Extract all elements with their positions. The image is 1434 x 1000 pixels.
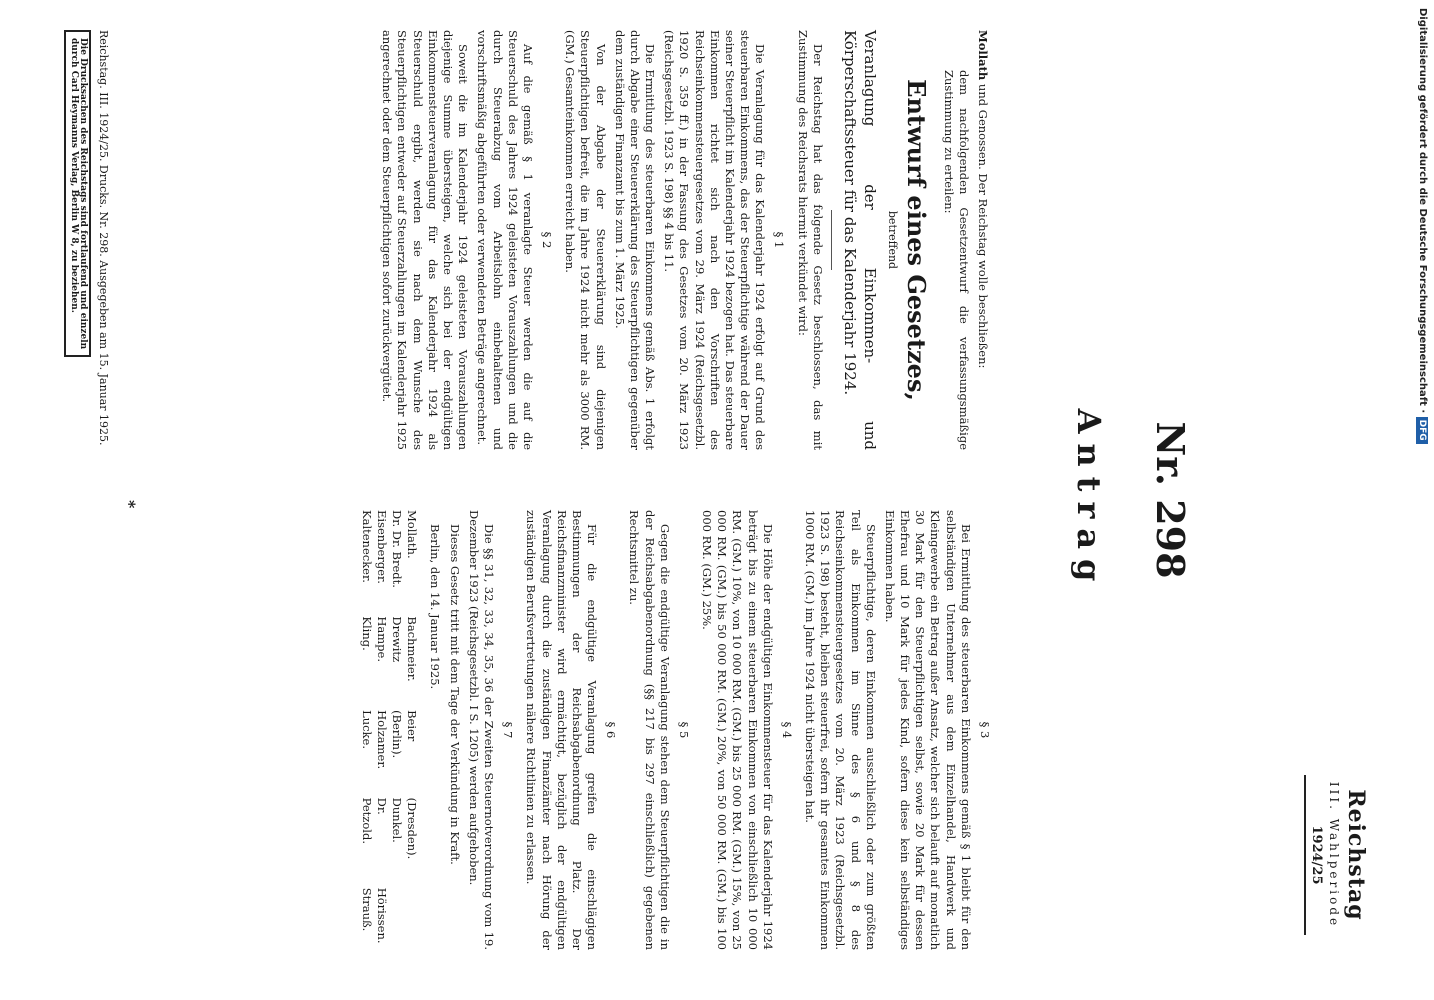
signatories-list (359, 510, 420, 950)
brace-rule (1296, 775, 1306, 935)
dfg-logo: DFG (1416, 417, 1428, 444)
section-1-para-1: Die Veranlagung für das Kalenderjahr 1924 erfolgt auf Grund des steuerbaren Einkommens, das der Steuerpflichtige während der Dauer seiner Steuerpflicht im Kalenderjahr 1924 bezogen hat. Das steuerbare Einkommen richtet sich nach den Vorschriften des Reichseinkommensteuergesetzes vom 29. März 1924 (Reichsgesetzbl. 1920 S. 359 ff.) in der Fassung des Gesetzes vom 20. März 1923 (Reichsgesetzbl. 1923 S. 198) §§ 4 bis 11. (662, 30, 768, 450)
footer-line: Reichstag. III. 1924/25. Drucks. Nr. 298. Ausgegeben am 15. Januar 1925. (97, 30, 110, 446)
intro-paragraph (975, 30, 990, 450)
section-2-title: § 2 (540, 231, 555, 249)
dfg-attribution (1416, 8, 1428, 448)
signatory-name: Eisenberger. (374, 510, 389, 584)
section-7-para-2: Dieses Gesetz tritt mit dem Tage der Verkündung in Kraft. (447, 524, 462, 865)
section-5-title: § 5 (676, 721, 691, 739)
footer-notice-line-2: durch Carl Heymanns Verlag, Berlin W 8, zu beziehen. (68, 38, 79, 313)
asterisk-mark: * (120, 500, 139, 509)
signatory-name: Dr. Dr. Bredt. (390, 510, 405, 588)
signatory-name: Strauß. (359, 887, 374, 932)
divider (831, 210, 832, 270)
signatory-name: (Berlin). (390, 710, 405, 759)
section-7-title: § 7 (501, 721, 516, 739)
signatory-name: Kaltenecker. (359, 510, 374, 583)
signatory-name (404, 888, 419, 950)
attribution-text: Digitalisierung gefördert durch die Deutsche Forschungsgemeinschaft · (1417, 8, 1428, 414)
document-number: Nr. 298 (1148, 421, 1193, 579)
section-3-para-1: Bei Ermittlung des steuerbaren Einkommens gemäß § 1 bleibt für den selbständigen Unternehmer aus dem Einzelhandel, Handwerk und Kleingewerbe ein Betrag außer Ansatz, welcher sich belauft auf monatlich 30 Mark für den Steuerpflichtigen selbst, sowie 20 Mark für dessen Ehefrau und 10 Mark für jedes Kind, sofern diese kein selbständiges Einkommen haben. (882, 510, 973, 950)
section-1-title: § 1 (772, 231, 787, 249)
signatory-name: Bachmeier. (405, 616, 420, 682)
intro-consent: dem nachfolgenden Gesetzentwurf die verfassungsmäßige Zustimmung zu erteilen: (941, 70, 971, 450)
signatory-name: Beier (405, 710, 420, 742)
signatory-name: Dunkel. (390, 797, 405, 843)
document-title: Antrag (1070, 408, 1108, 592)
document-page (40, 20, 1380, 980)
signatory-name: Lucke. (359, 710, 374, 749)
section-4-title: § 4 (779, 721, 794, 739)
betreffend-label: betreffend (885, 210, 899, 270)
section-1-para-2: Die Ermittlung des steuerbaren Einkommens gemäß Abs. 1 erfolgt durch Abgabe einer Steuererklärung des Steuerpflichtigen gegenüber dem zuständigen Finanzamt bis zum 1. März 1925. (612, 30, 658, 450)
section-2-para-1: Auf die gemäß § 1 veranlagte Steuer werden die auf die Steuerschuld des Jahres 1924 geleisteten Vorauszahlungen und die durch Steuerabzug vom Arbeitslohn einbehaltenen und vorschriftsmäßig abgeführten oder verwendeten Beträge angerechnet. (475, 30, 535, 450)
wahlperiode: III. Wahlperiode (1326, 781, 1341, 929)
intro-text: und Genossen. Der Reichstag wolle beschließen: (976, 83, 990, 369)
signatory-name (389, 888, 404, 950)
footer-notice-line-1: Die Drucksachen des Reichstags sind fortlaufend und einzeln (78, 38, 89, 350)
section-3-para-2: Steuerpflichtige, deren Einkommen ausschließlich oder zum größten Teil als Einkommen im Sinne des § 6 und § 8 des Reichseinkommensteuergesetzes vom 20. März 1923 (Reichsgesetzbl. 1923 S. 198) besteht, bleiben steuerfrei, sofern ihr gesamtes Einkommen 1000 RM. (GM.) im Jahre 1924 nicht übersteigen hat. (803, 510, 878, 950)
left-column (375, 30, 990, 450)
signatory-name: Hörissen. (374, 887, 389, 944)
section-1-para-3: Von der Abgabe der Steuererklärung sind diejenigen Steuerpflichtigen befreit, die im Jahre 1924 nicht mehr als 3000 RM. (GM.) Gesamteinkommen erreicht haben. (563, 30, 608, 450)
signatory-name: (Dresden). (405, 797, 420, 860)
signatory-name: Drewitz (390, 616, 405, 663)
section-5-para-1: Gegen die endgültige Veranlagung stehen dem Steuerpflichtigen die in der Reichsabgabenordnung (§§ 217 bis 297 einschließlich) gegebenen Rechtsmittel zu. (627, 510, 672, 950)
section-7-para-1: Die §§ 31, 32, 33, 34, 35, 36 der Zweiten Steuernotverordnung vom 19. Dezember 1923 (Reichsgesetzbl. I S. 1205) werden aufgehoben. (466, 510, 497, 950)
signatory-name: Petzold. (359, 797, 374, 844)
section-6-para-1: Für die endgültige Veranlagung greifen die einschlägigen Bestimmungen der Reichsabgabenordnung Platz. Der Reichsfinanzminister wird ermächtigt, bezüglich der endgültigen Veranlagung durch die zuständigen Finanzämter nach Hörung der zuständigen Berufsvertretungen nähere Richtlinien zu erlassen. (524, 510, 600, 950)
mover-name: Mollath (976, 30, 990, 81)
signing-date: Berlin, den 14. Januar 1925. (428, 524, 443, 690)
signatory-name: Kling. (359, 616, 374, 651)
footer (64, 30, 110, 970)
session-years: 1924/25 (1309, 825, 1325, 885)
footer-notice-box (64, 30, 92, 357)
section-4-para-1: Die Höhe der endgültigen Einkommensteuer für das Kalenderjahr 1924 beträgt bis zu einem steuerbaren Einkommen von einschließlich 10 000 RM. (GM.) 10%, von 10 000 RM. (GM.) bis 25 000 RM. (GM.) 15%, von 25 000 RM. (GM.) bis 50 000 RM. (GM.) 20%, von 50 000 RM. (GM.) bis 100 000 RM. (GM.) 25%. (700, 510, 775, 950)
section-3-title: § 3 (978, 721, 992, 739)
signatory-name: Dr. (374, 797, 389, 815)
header-block (1296, 750, 1370, 960)
right-column (359, 510, 1000, 950)
reichstag-title: Reichstag (1343, 789, 1369, 921)
signatory-name: Mollath. (405, 510, 420, 559)
signatory-name: Holzamer. (374, 710, 389, 770)
enactment-clause: Der Reichstag hat das folgende Gesetz beschlossen, das mit Zustimmung des Reichsrats hiermit verkündet wird: (795, 30, 825, 450)
signatory-name: Hampe. (374, 616, 389, 662)
entwurf-heading: Entwurf eines Gesetzes, (902, 79, 932, 401)
section-6-title: § 6 (604, 721, 619, 739)
section-2-para-2: Soweit die im Kalenderjahr 1924 geleisteten Vorauszahlungen diejenige Summe übersteigen, welche sich bei der endgültigen Einkommensteuerveranlagung für das Kalenderjahr 1924 als Steuerschuld ergibt, werden sie nach dem Wunsche des Steuerpflichtigen entweder auf Steuerzahlungen im Kalenderjahr 1925 angerechnet oder dem Steuerpflichtigen sofort zurückvergütet. (380, 30, 471, 450)
bill-subject: Veranlagung der Einkommen- und Körperschaftssteuer für das Kalenderjahr 1924. (841, 30, 880, 450)
